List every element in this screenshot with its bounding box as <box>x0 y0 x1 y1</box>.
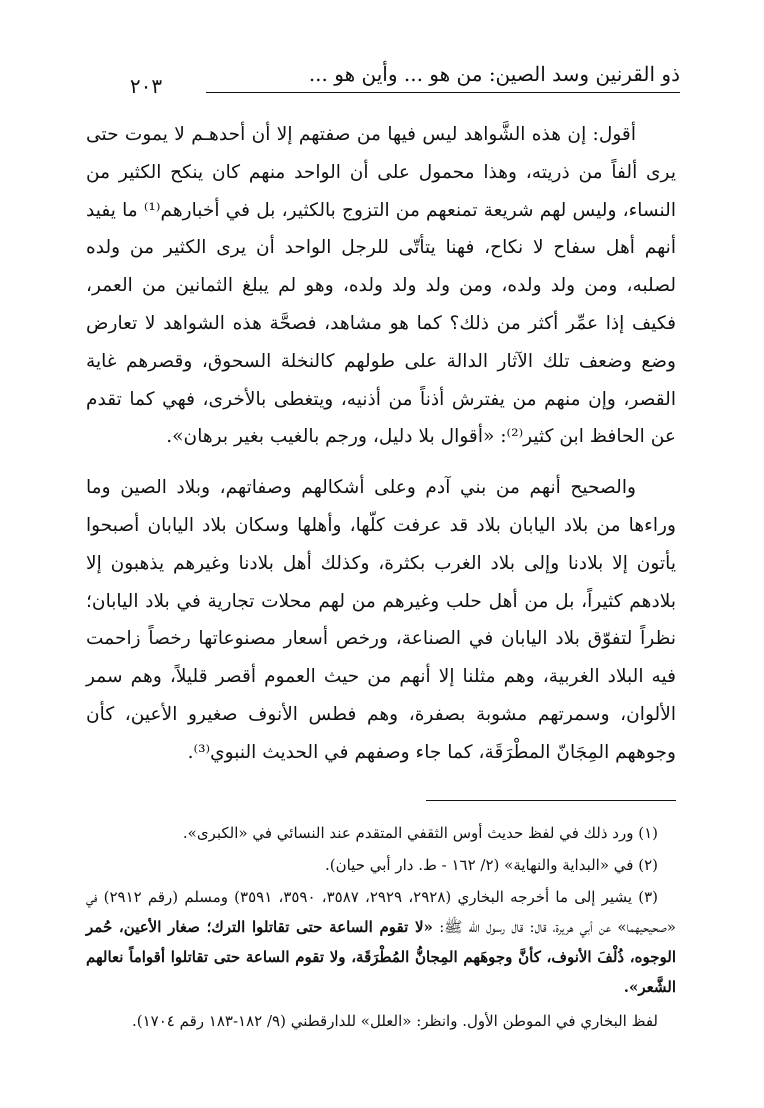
footnotes <box>86 816 676 1036</box>
paragraph: والصحيح أنهم من بني آدم وعلى أشكالهم وصفاتهم، وبلاد الصين وما وراءها من بلاد اليابان بلاد قد عرفت كلّها، وأهلها وسكان بلاد اليابان أصبحوا يأتون إلا بلادنا وإلى بلاد الغرب بكثرة، وكذلك أهل بلادنا وغيرهم يذهبون إلا بلادهم كثيراً، بل من أهل حلب وغيرهم من لهم محلات تجارية في بلاد اليابان؛ نظراً لتفوّق بلاد اليابان في الصناعة، ورخص أسعار مصنوعاتها رخصاً زاحمت فيه البلاد الغربية، وهم مثلنا إلا أنهم من حيث العموم أقصر قليلاً، وهم سمر الألوان، وسمرتهم مشوبة بصفرة، وهم فطس الأنوف صغيرو الأعين، كأن وجوههم المِجَانّ المطْرَقَة، كما جاء وصفهم في الحديث النبوي⁽³⁾. <box>86 477 676 763</box>
footnote-3 <box>86 882 676 1002</box>
running-header <box>86 60 680 98</box>
page-number-text: ٢٠٣ <box>129 74 163 98</box>
footnote-3-intro: (٣) يشير إلى ما أخرجه البخاري (٢٩٢٨، ٢٩٢٩، ٣٥٨٧، ٣٥٩٠، ٣٥٩١) ومسلم (رقم ٢٩١٢) في «صحيحيهما» عن أبي هريرة، قال: قال رسول الله ﷺ: <box>86 888 676 936</box>
paragraph: أقول: إن هذه الشَّواهد ليس فيها من صفتهم إلا أن أحدهـم لا يموت حتى يرى ألفاً من ذريته، وهذا محمول على أن الواحد منهم كان ينكح الكثير من النساء، وليس لهم شريعة تمنعهم من التزوج بالكثير، بل في أخبارهم⁽¹⁾ ما يفيد أنهم أهل سفاح لا نكاح، فهنا يتأتّى للرجل الواحد أن يرى الكثير من ولده لصلبه، ومن ولد ولده، ومن ولد ولد ولده، وهو لم يبلغ الثمانين من العمر، فكيف إذا عمِّر أكثر من ذلك؟ كما هو مشاهد، فصحَّة هذه الشواهد لا تعارض وضع وضعف تلك الآثار الدالة على طولهم كالنخلة السحوق، وقصرهم غاية القصر، وإن منهم من يفترش أذناً من أذنيه، ويتغطى بالأخرى، فهي كما تقدم عن الحافظ ابن كثير⁽²⁾: «أقوال بلا دليل، ورجم بالغيب بغير برهان». <box>86 124 677 448</box>
page-number <box>86 74 206 98</box>
footnote-3-continuation: لفظ البخاري في الموطن الأول. وانظر: «العلل» للدارقطني (٩/ ١٨٢-١٨٣ رقم ١٧٠٤). <box>131 1012 658 1030</box>
footnote-divider <box>426 800 676 801</box>
main-text <box>86 116 676 772</box>
hadith-quote: «لا تقوم الساعة حتى تقاتلوا الترك؛ صغار الأعين، حُمر الوجوه، ذُلْفَ الأنوف، كأنَّ وجوهَهم المِجانُّ المُطْرَقَة، ولا تقوم الساعة حتى تقاتلوا أقواماً نعالهم الشَّعر». <box>86 918 676 996</box>
chapter-title: ذو القرنين وسد الصين: من هو ... وأين هو ... <box>308 62 680 86</box>
footnote-2: (٢) في «البداية والنهاية» (٢/ ١٦٢ - ط. دار أبي حيان). <box>324 856 658 874</box>
footnote-1: (١) ورد ذلك في لفظ حديث أوس الثقفي المتقدم عند النسائي في «الكبرى». <box>182 824 658 842</box>
